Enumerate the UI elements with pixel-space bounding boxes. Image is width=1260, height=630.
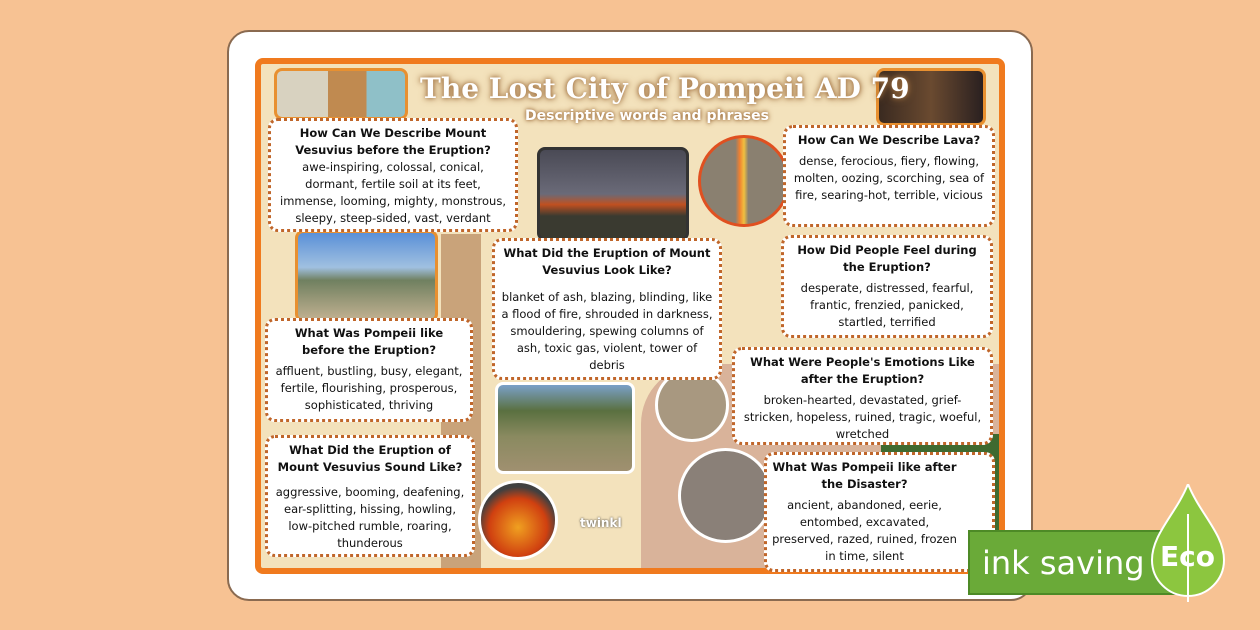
box-words: dense, ferocious, fiery, flowing, molten, oozing, scorching, sea of fire, searing-hot, terrible, vicious (793, 154, 985, 202)
box-words: blanket of ash, blazing, blinding, like a flood of fire, shrouded in darkness, smouldering, spewing columns of ash, toxic gas, violent, tower of debris (501, 290, 713, 372)
page-subtitle: Descriptive words and phrases (525, 108, 769, 124)
box-lava (783, 125, 995, 227)
box-eruption-look (492, 238, 722, 380)
box-words: ancient, abandoned, eerie, entombed, excavated, preserved, razed, ruined, frozen in time, silent (772, 498, 957, 563)
box-heading: How Did People Feel during the Eruption? (797, 243, 977, 274)
box-feel-during (781, 235, 993, 338)
box-heading: What Did the Eruption of Mount Vesuvius Sound Like? (277, 443, 463, 474)
box-words: broken-hearted, devastated, grief-stricken, hopeless, ruined, tragic, woeful, wretched (743, 393, 982, 441)
box-pompeii-after (764, 452, 995, 572)
box-words: desperate, distressed, fearful, frantic, frenzied, panicked, startled, terrified (800, 281, 974, 329)
box-heading: What Were People's Emotions Like after the Eruption? (750, 355, 975, 386)
volcano-circle (478, 480, 558, 560)
box-heading: What Was Pompeii like before the Eruption? (294, 326, 444, 357)
vesuvius-landscape-photo (295, 230, 438, 322)
ink-saving-label: ink saving (982, 544, 1145, 582)
twinkl-logo: twinkl (580, 516, 622, 530)
cast-body-photo (678, 448, 773, 543)
eco-leaf-icon (1150, 484, 1226, 602)
box-pompeii-before (265, 318, 473, 422)
box-words: aggressive, booming, deafening, ear-splitting, hissing, howling, low-pitched rumble, roaring, thunderous (275, 485, 465, 550)
box-words: awe-inspiring, colossal, conical, dormant, fertile soil at its feet, immense, looming, mighty, monstrous, sleepy, steep-sided, vast, verdant (280, 160, 506, 225)
eruption-illustration (537, 147, 689, 241)
box-heading: What Did the Eruption of Mount Vesuvius Look Like? (503, 246, 711, 277)
box-vesuvius-before (268, 118, 518, 232)
box-eruption-sound (265, 435, 475, 557)
box-heading: What Was Pompeii like after the Disaster? (772, 460, 957, 491)
arch-photo (274, 68, 408, 120)
lava-cross-section (698, 135, 790, 227)
page-title: The Lost City of Pompeii AD 79 (420, 72, 910, 105)
box-heading: How Can We Describe Mount Vesuvius before the Eruption? (295, 126, 491, 157)
eco-label: Eco (1160, 540, 1215, 573)
box-heading: How Can We Describe Lava? (797, 133, 981, 147)
box-words: affluent, bustling, busy, elegant, fertile, flourishing, prosperous, sophisticated, thriving (275, 364, 463, 412)
ruins-photo (495, 382, 635, 474)
box-emotions-after (732, 347, 993, 445)
